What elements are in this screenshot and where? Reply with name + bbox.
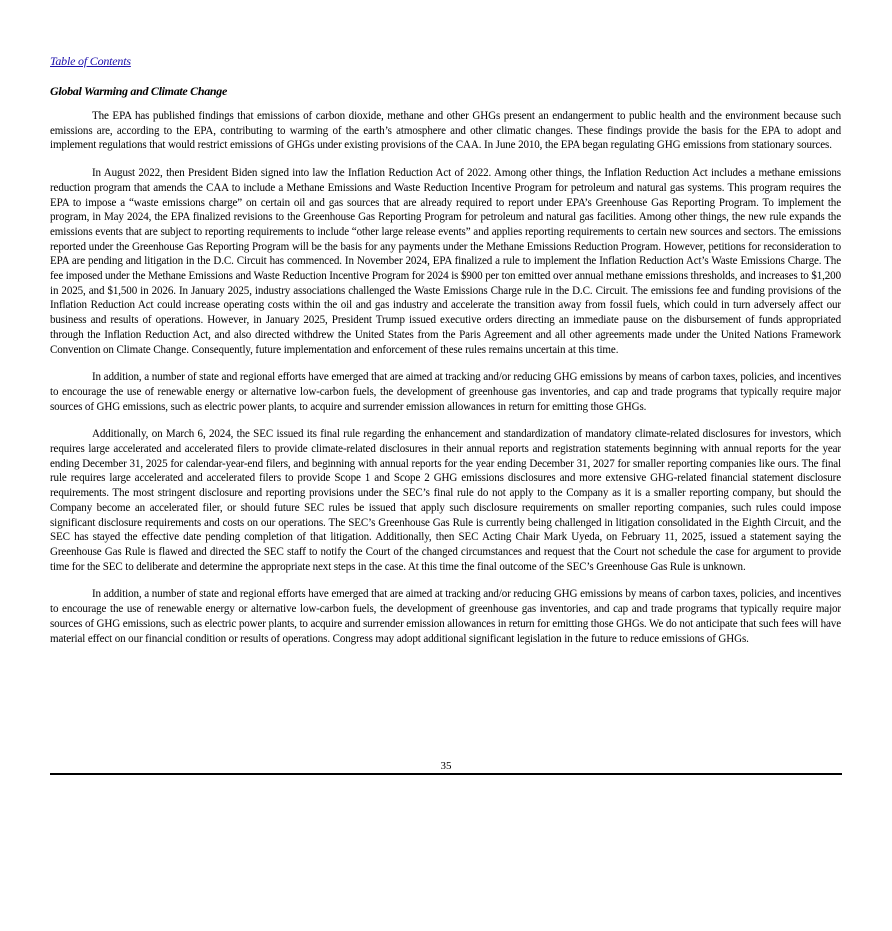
paragraph-sec-climate-rule: Additionally, on March 6, 2024, the SEC issued its final rule regarding the enhancement and standardization of mandatory climate-related disclosures for investors, which requires large accelerated and accelerated filers to provide climate-related disclosures in their annual reports and registration statements beginning with annual reports for the year ending December 31, 2025 for calendar-year-end filers, and beginning with annual reports for the year ending December 31, 2027 for smaller reporting companies like ours. The final rule requires large accelerated and accelerated filers to provide Scope 1 and Scope 2 GHG emissions disclosures and more extensive GHG-related financial statement disclosure requirements. The most stringent disclosure and reporting provisions under the SEC’s final rule do not apply to the Company as it is a smaller reporting company, but should the Company become an accelerated filer, or should future SEC rules be issued that apply such disclosure requirements on smaller reporting companies, such rules could impose significant disclosure requirements and costs on our operations. The SEC’s Greenhouse Gas Rule is currently being challenged in litigation consolidated in the Eighth Circuit, and the SEC has stayed the effective date pending completion of that litigation. Additionally, then SEC Acting Chair Mark Uyeda, on February 11, 2025, issued a statement saying the Greenhouse Gas Rule is flawed and directed the SEC staff to notify the Court of the changed circumstances and request that the Court not schedule the case for argument to provide time for the SEC to deliberate and determine the appropriate next steps in the case. At this time the final outcome of the SEC’s Greenhouse Gas Rule is unknown.	[50, 428, 841, 573]
paragraph-state-regional-efforts-2: In addition, a number of state and regional efforts have emerged that are aimed at tracking and/or reducing GHG emissions by means of carbon taxes, policies, and incentives to encourage the use of renewable energy or alternative low-carbon fuels, the development of greenhouse gas inventories, and cap and trade programs that typically require major sources of GHG emissions, such as electric power plants, to acquire and surrender emission allowances in return for emitting those GHGs. We do not anticipate that such fees will have material effect on our financial condition or results of operations. Congress may adopt additional significant legislation in the future to reduce emissions of GHGs.	[50, 588, 841, 645]
paragraph-inflation-reduction-act: In August 2022, then President Biden signed into law the Inflation Reduction Act of 2022. Among other things, the Inflation Reduction Act includes a methane emissions reduction program that amends the CAA to include a Methane Emissions and Waste Reduction Incentive Program for petroleum and natural gas systems. This program requires the EPA to impose a “waste emissions charge” on certain oil and gas sources that are already required to report under EPA’s Greenhouse Gas Reporting Program. To implement the program, in May 2024, the EPA finalized revisions to the Greenhouse Gas Reporting Program for petroleum and natural gas facilities. Among other things, the new rule expands the emissions events that are subject to reporting requirements to include “other large release events” and applies reporting requirements to certain new sources and sectors. The emissions reported under the Greenhouse Gas Reporting Program will be the basis for any payments under the Methane Emissions Reduction Program. However, petitions for reconsideration to EPA are pending and litigation in the D.C. Circuit has commenced. In November 2024, EPA finalized a rule to implement the Inflation Reduction Act’s Waste Emissions Charge. The fee imposed under the Methane Emissions and Waste Reduction Incentive Program for 2024 is $900 per ton emitted over annual methane emissions thresholds, and increases to $1,200 in 2025, and $1,500 in 2026. In January 2025, industry associations challenged the Waste Emissions Charge rule in the D.C. Circuit. The emissions fee and funding provisions of the Inflation Reduction Act could increase operating costs within the oil and gas industry and accelerate the transition away from fossil fuels, which could in turn adversely affect our business and results of operations. However, in January 2025, President Trump issued executive orders directing an immediate pause on the disbursement of funds appropriated through the Inflation Reduction Act, and also directed withdrew the United States from the Paris Agreement and all other agreements made under the United Nations Framework Convention on Climate Change. Consequently, future implementation and enforcement of these rules remains uncertain at this time.	[50, 167, 841, 356]
document-page	[50, 52, 841, 646]
table-of-contents-link[interactable]: Table of Contents	[50, 54, 131, 68]
paragraph-state-regional-efforts: In addition, a number of state and regional efforts have emerged that are aimed at tracking and/or reducing GHG emissions by means of carbon taxes, policies, and incentives to encourage the use of renewable energy or alternative low-carbon fuels, the development of greenhouse gas inventories, and cap and trade programs that typically require major sources of GHG emissions, such as electric power plants, to acquire and surrender emission allowances in return for emitting those GHGs.	[50, 371, 841, 413]
paragraph-epa-findings: The EPA has published findings that emissions of carbon dioxide, methane and other GHGs present an endangerment to public health and the environment because such emissions are, according to the EPA, contributing to warming of the earth’s atmosphere and other climatic changes. These findings provide the basis for the EPA to adopt and implement regulations that would restrict emissions of GHGs under existing provisions of the CAA. In June 2010, the EPA began regulating GHG emissions from stationary sources.	[50, 110, 841, 152]
section-heading: Global Warming and Climate Change	[50, 84, 228, 98]
footer-divider	[50, 773, 842, 775]
page-number: 35	[440, 760, 452, 772]
